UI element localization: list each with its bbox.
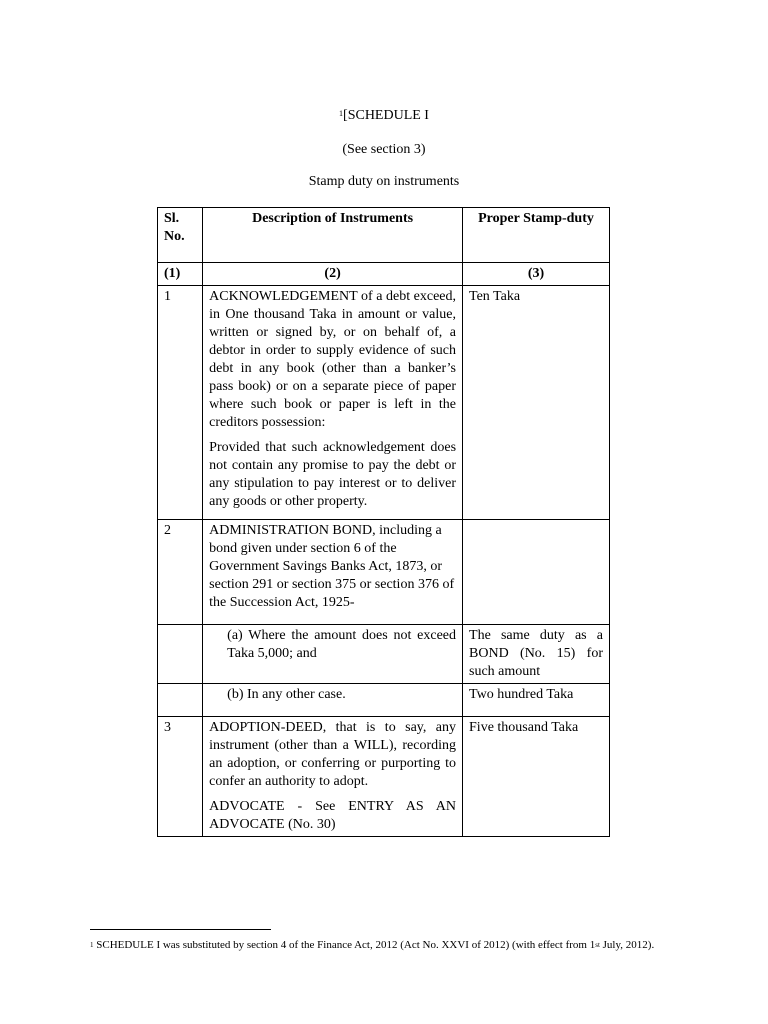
footnote-ref: 1 (339, 109, 344, 118)
footnote-marker: 1 (90, 941, 94, 949)
header-description: Description of Instruments (203, 208, 463, 263)
row-duty: The same duty as a BOND (No. 15) for such amount (463, 625, 610, 684)
note-text: ADVOCATE - See ENTRY AS AN ADVOCATE (No. 30) (209, 799, 457, 832)
footnote-text: SCHEDULE I was substituted by section 4 of the Finance Act, 2012 (Act No. XXVI of 2012) (with effect from 1 (93, 939, 596, 951)
footnote-superscript: st (595, 941, 600, 949)
table-row (158, 520, 610, 625)
schedule-table (157, 207, 610, 837)
row-duty: Ten Taka (463, 286, 610, 520)
col-num-1: (1) (158, 263, 203, 286)
schedule-subtitle: Stamp duty on instruments (308, 174, 460, 189)
footnote-divider (90, 929, 271, 930)
schedule-title-text: [SCHEDULE I (343, 108, 429, 123)
row-description: (b) In any other case. (203, 684, 463, 717)
column-number-row (158, 263, 610, 286)
row-duty: Five thousand Taka (463, 717, 610, 837)
see-section: (See section 3) (342, 142, 426, 157)
col-num-3: (3) (463, 263, 610, 286)
footnote-text-end: July, 2012). (599, 939, 655, 951)
row-description: ADMINISTRATION BOND, including a bond given under section 6 of the Government Savings Banks Act, 1873, or section 291 or section 375 or section 376 of the Succession Act, 1925- (203, 520, 463, 625)
header-row (158, 208, 610, 263)
row-description (203, 717, 463, 837)
description-text: ADOPTION-DEED, that is to say, any instrument (other than a WILL), recording an adoption, or conferring or purporting to confer an authority to adopt. (209, 720, 457, 789)
header-sl: Sl. No. (158, 208, 203, 263)
schedule-title (0, 107, 768, 125)
row-sl: 2 (158, 520, 203, 625)
col-num-2: (2) (203, 263, 463, 286)
row-duty (463, 520, 610, 625)
row-sl: 1 (158, 286, 203, 520)
proviso-text: Provided that such acknowledgement does not contain any promise to pay the debt or any stipulation to pay interest or to deliver any goods or other property. (209, 440, 457, 509)
row-description: (a) Where the amount does not exceed Taka 5,000; and (203, 625, 463, 684)
row-sl (158, 625, 203, 684)
row-sl (158, 684, 203, 717)
table-row (158, 625, 610, 684)
row-duty: Two hundred Taka (463, 684, 610, 717)
footnote (90, 937, 690, 954)
row-description (203, 286, 463, 520)
header-duty: Proper Stamp-duty (463, 208, 610, 263)
row-sl: 3 (158, 717, 203, 837)
description-text: ACKNOWLEDGEMENT of a debt exceed, in One thousand Taka in amount or value, written or signed by, or on behalf of, a debtor in order to supply evidence of such debt in any book (other than a banker’s pass book) or on a separate piece of paper where such book or paper is left in the creditors possession: (209, 289, 457, 430)
table-row (158, 286, 610, 520)
table-row (158, 684, 610, 717)
table-row (158, 717, 610, 837)
